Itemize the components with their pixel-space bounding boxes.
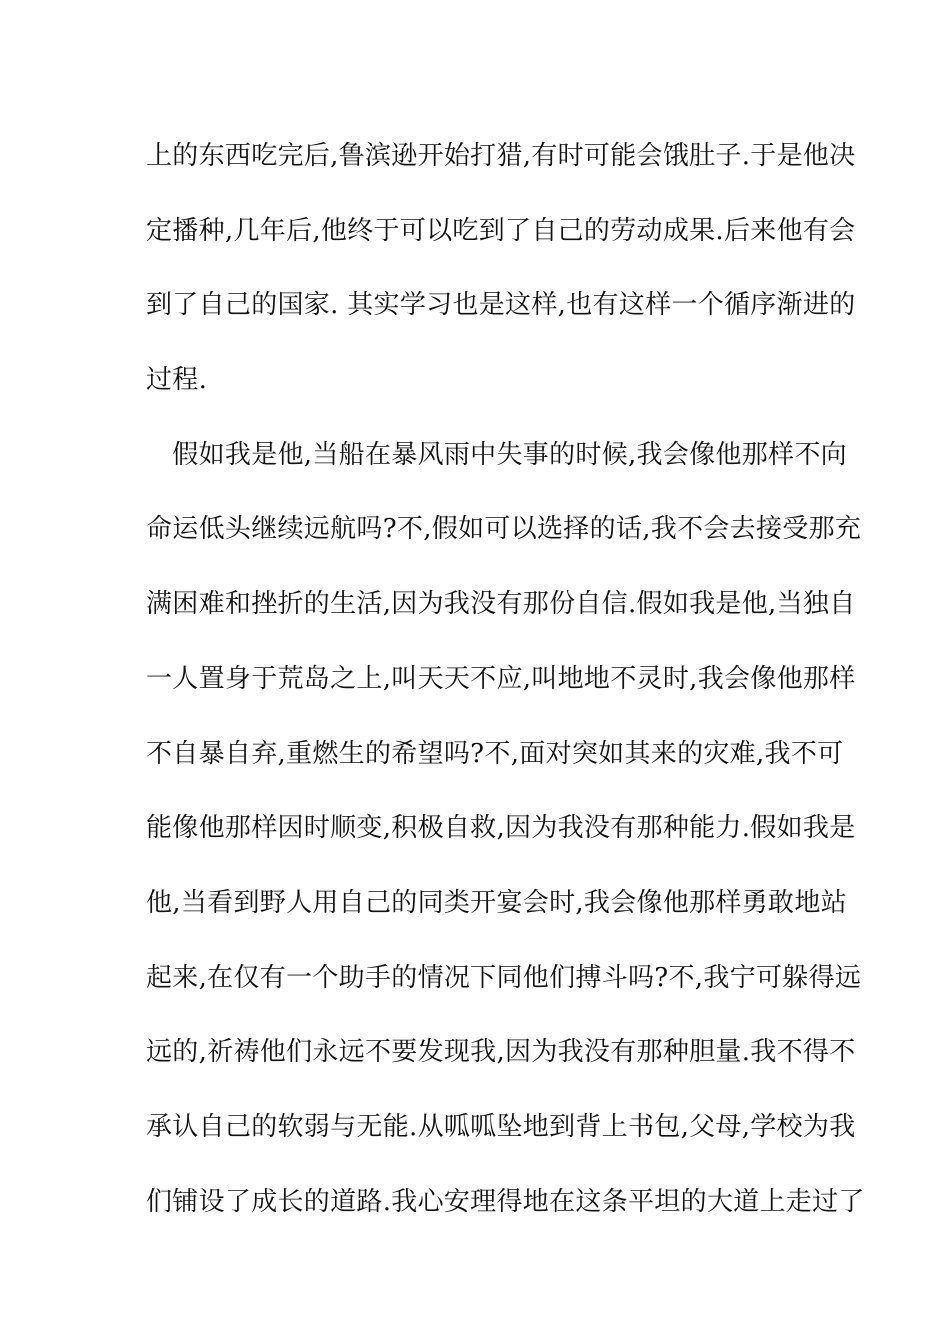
text-line: 们铺设了成长的道路.我心安理得地在这条平坦的大道上走过了 xyxy=(146,1186,865,1217)
text-line: 到了自己的国家. 其实学习也是这样,也有这样一个循序渐进的 xyxy=(146,290,856,321)
text-line: 能像他那样因时顺变,积极自救,因为我没有那种能力.假如我是 xyxy=(146,813,856,844)
text-line: 不自暴自弃,重燃生的希望吗?不,面对突如其来的灾难,我不可 xyxy=(146,738,844,769)
body-text xyxy=(146,128,865,1230)
text-line: 命运低头继续远航吗?不,假如可以选择的话,我不会去接受那充 xyxy=(146,514,862,545)
text-line: 起来,在仅有一个助手的情况下同他们搏斗吗?不,我宁可躲得远 xyxy=(146,962,862,993)
text-line: 他,当看到野人用自己的同类开宴会时,我会像他那样勇敢地站 xyxy=(146,887,847,918)
text-line: 承认自己的软弱与无能.从呱呱坠地到背上书包,父母,学校为我 xyxy=(146,1111,856,1142)
text-line: 满困难和挫折的生活,因为我没有那份自信.假如我是他,当独自 xyxy=(146,589,856,620)
text-line: 上的东西吃完后,鲁滨逊开始打猎,有时可能会饿肚子.于是他决 xyxy=(146,141,856,171)
text-line: 远的,祈祷他们永远不要发现我,因为我没有那种胆量.我不得不 xyxy=(146,1037,856,1068)
text-line: 假如我是他,当船在暴风雨中失事的时候,我会像他那样不向 xyxy=(146,439,847,470)
text-line: 定播种,几年后,他终于可以吃到了自己的劳动成果.后来他有会 xyxy=(146,215,856,246)
text-line: 一人置身于荒岛之上,叫天天不应,叫地地不灵时,我会像他那样 xyxy=(146,663,856,694)
text-line: 过程. xyxy=(146,365,208,396)
